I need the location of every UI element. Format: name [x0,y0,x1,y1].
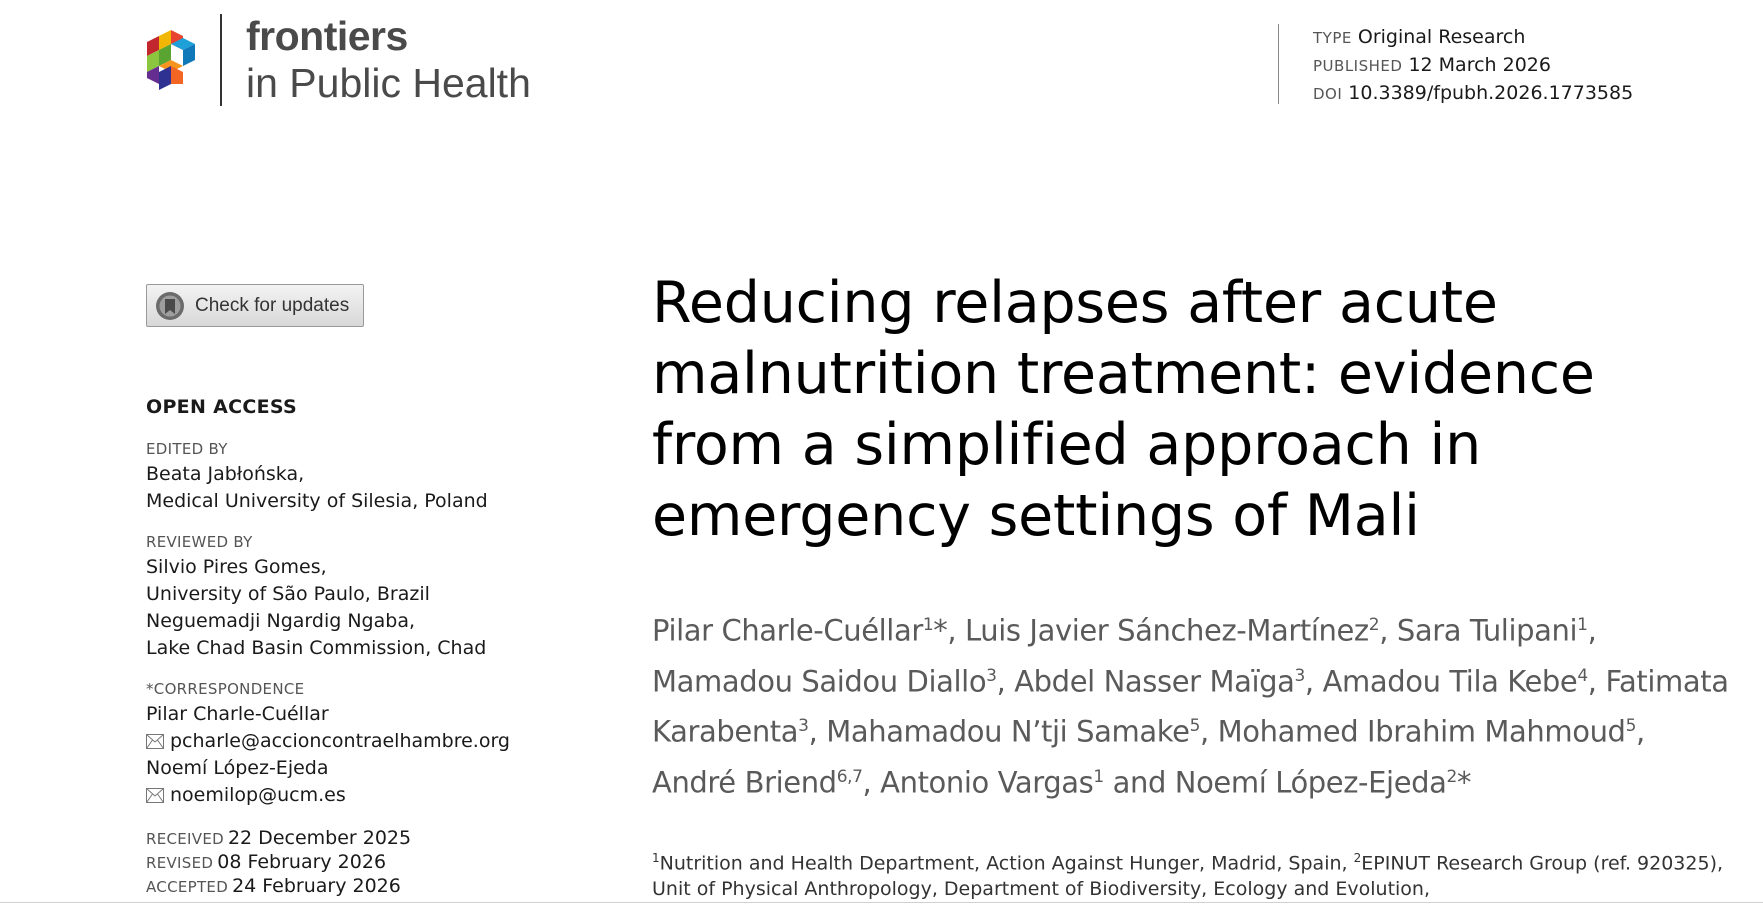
author-separator: , [996,664,1015,699]
check-for-updates-label: Check for updates [195,294,350,316]
edited-by-section: EDITED BY Beata Jabłońska, Medical University of Silesia, Poland [146,440,488,512]
author-name[interactable]: Pilar Charle-Cuéllar [652,613,923,648]
meta-doi: DOI 10.3389/fpubh.2026.1773585 [1313,82,1634,104]
brand-name: frontiers [246,13,408,59]
mail-icon [146,788,164,803]
author-name[interactable]: Antonio Vargas [880,765,1094,800]
affiliation-marker: 3 [1294,665,1305,686]
author-name[interactable]: Fatimata Karabenta [652,664,1729,749]
affiliation-marker: 3 [798,716,809,737]
bookmark-icon [155,291,185,321]
email-link[interactable]: pcharle@accioncontraelhambre.org [170,730,510,752]
affiliation-marker: 1 [922,615,934,635]
affiliation-number: 2 [1353,851,1362,865]
affiliation-marker: 3 [986,665,997,686]
doi-link[interactable]: 10.3389/fpubh.2026.1773585 [1348,82,1634,104]
journal-name: in Public Health [246,60,531,106]
author-separator: , [862,765,881,800]
author-name[interactable]: Abdel Nasser Maïga [1014,664,1295,699]
affiliation-text: EPINUT Research Group (ref. 920325), Unit of Physical Anthropology, Department of Biodiversity, Ecology and Evolution, [652,852,1724,901]
corresponding-marker: * [933,613,948,648]
correspondent-name: Noemí López-Ejeda [146,757,329,779]
author-separator: , [808,714,827,749]
author-separator: , [1379,613,1397,648]
author-name[interactable]: André Briend [652,765,837,800]
article-meta [1313,24,1633,108]
affiliation-marker: 6,7 [836,766,863,787]
corresponding-marker: * [1456,765,1472,800]
date-accepted: ACCEPTED 24 February 2026 [146,875,401,897]
affiliation-marker: 1 [1093,766,1104,787]
date-revised: REVISED 08 February 2026 [146,851,387,873]
meta-divider [1278,24,1279,104]
correspondence-section: *CORRESPONDENCE Pilar Charle-Cuéllar pcharle@accioncontraelhambre.org Noemí López-Ejeda noemilop@ucm.es [146,680,566,809]
author-name[interactable]: Noemí López-Ejeda [1174,765,1447,800]
mail-icon [146,734,164,749]
affiliation-text: Nutrition and Health Department, Action Against Hunger, Madrid, Spain, [659,852,1354,875]
author-name[interactable]: Mamadou Saidou Diallo [652,664,987,699]
author-name[interactable]: Mohamed Ibrahim Mahmoud [1217,714,1626,749]
author-list [652,603,1732,806]
date-received: RECEIVED 22 December 2025 [146,827,412,849]
affiliation-marker: 2 [1368,615,1380,635]
affiliation-marker: 5 [1625,716,1636,737]
article-sidebar [146,396,566,917]
logo-divider [220,14,222,106]
author-separator: and [1103,765,1175,800]
correspondent-name: Pilar Charle-Cuéllar [146,703,329,725]
meta-published: PUBLISHED 12 March 2026 [1313,54,1551,76]
email-link[interactable]: noemilop@ucm.es [170,784,346,806]
check-for-updates-button[interactable] [146,284,364,327]
journal-brand [246,13,531,106]
affiliation-marker: 2 [1446,766,1457,787]
affiliations [652,845,1742,902]
meta-type: TYPE Original Research [1313,26,1526,48]
author-name[interactable]: Luis Javier Sánchez-Martínez [965,613,1369,648]
author-name[interactable]: Amadou Tila Kebe [1322,664,1578,699]
viewport-bottom-edge [0,902,1763,903]
author-name[interactable]: Mahamadou N’tji Samake [826,714,1190,749]
author-separator: , [1587,613,1597,648]
reviewed-by-section: REVIEWED BY Silvio Pires Gomes, University of São Paulo, Brazil Neguemadji Ngardig Ngaba, Lake Chad Basin Commission, Chad [146,533,487,659]
author-separator: , [1304,664,1323,699]
author-separator: , [1587,664,1606,699]
author-separator: , [1636,714,1645,749]
open-access-label: OPEN ACCESS [146,396,297,418]
affiliation-marker: 4 [1577,665,1588,686]
affiliation-marker: 1 [1577,615,1588,635]
author-separator: , [1199,714,1218,749]
dates-section [146,827,566,899]
affiliation-marker: 5 [1189,716,1200,737]
author-separator: , [947,613,966,648]
frontiers-logo-icon [145,28,197,92]
affiliation-number: 1 [652,851,660,865]
article-title: Reducing relapses after acute malnutrition treatment: evidence from a simplified approach in emergency settings of Mali [652,270,1595,549]
author-name[interactable]: Sara Tulipani [1396,613,1578,648]
